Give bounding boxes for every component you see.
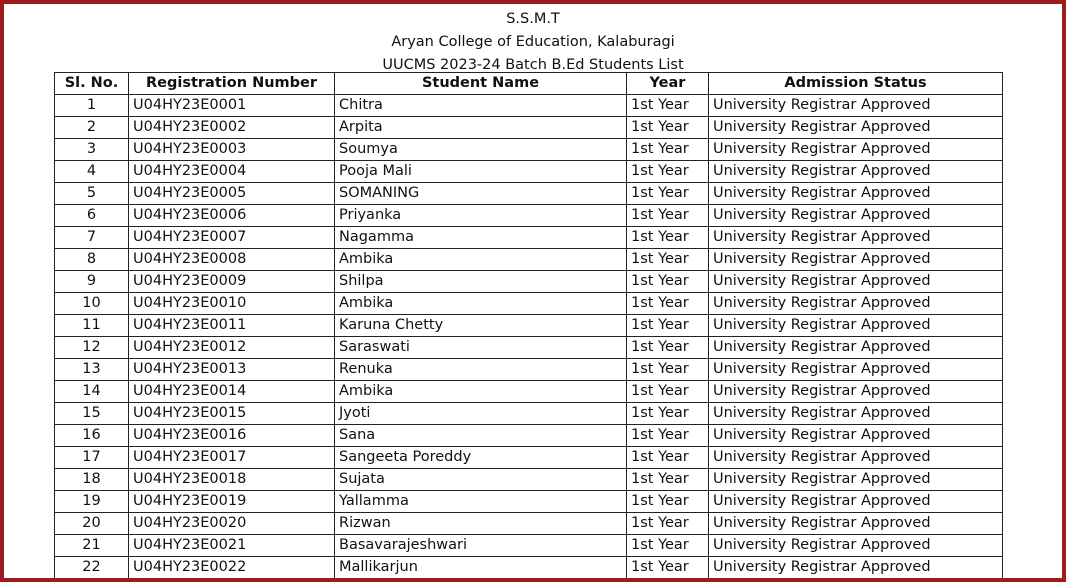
cell-student-name: SOMANING bbox=[335, 183, 627, 205]
table-row bbox=[55, 535, 1003, 557]
cell-registration-number: U04HY23E0004 bbox=[129, 161, 335, 183]
cell-sl-no: 11 bbox=[55, 315, 129, 337]
cell-admission-status: University Registrar Approved bbox=[709, 315, 1003, 337]
column-header-admission-status: Admission Status bbox=[709, 73, 1003, 95]
cell-sl-no: 5 bbox=[55, 183, 129, 205]
table-row bbox=[55, 205, 1003, 227]
cell-admission-status: University Registrar Approved bbox=[709, 227, 1003, 249]
table-row bbox=[55, 117, 1003, 139]
cell-sl-no: 19 bbox=[55, 491, 129, 513]
cell-student-name: Arpita bbox=[335, 117, 627, 139]
column-header-registration-number: Registration Number bbox=[129, 73, 335, 95]
cell-registration-number: U04HY23E0020 bbox=[129, 513, 335, 535]
cell-sl-no: 1 bbox=[55, 95, 129, 117]
cell-registration-number: U04HY23E0011 bbox=[129, 315, 335, 337]
cell-student-name: Ambika bbox=[335, 293, 627, 315]
cell-sl-no: 6 bbox=[55, 205, 129, 227]
cell-student-name: Renuka bbox=[335, 359, 627, 381]
cell-sl-no: 12 bbox=[55, 337, 129, 359]
cell-registration-number: U04HY23E0022 bbox=[129, 557, 335, 579]
table-row bbox=[55, 315, 1003, 337]
cell-registration-number: U04HY23E0015 bbox=[129, 403, 335, 425]
cell-registration-number: U04HY23E0006 bbox=[129, 205, 335, 227]
cell-year: 1st Year bbox=[627, 117, 709, 139]
cell-year: 1st Year bbox=[627, 359, 709, 381]
table-row bbox=[55, 337, 1003, 359]
cell-student-name: Mallikarjun bbox=[335, 557, 627, 579]
cell-sl-no: 16 bbox=[55, 425, 129, 447]
cell-year: 1st Year bbox=[627, 139, 709, 161]
trust-name: S.S.M.T bbox=[506, 11, 560, 27]
cell-student-name: Yallamma bbox=[335, 491, 627, 513]
cell-student-name: Karuna Chetty bbox=[335, 315, 627, 337]
table-row bbox=[55, 293, 1003, 315]
cell-year: 1st Year bbox=[627, 337, 709, 359]
cell-year: 1st Year bbox=[627, 315, 709, 337]
cell-registration-number: U04HY23E0002 bbox=[129, 117, 335, 139]
cell-registration-number: U04HY23E0012 bbox=[129, 337, 335, 359]
table-row bbox=[55, 491, 1003, 513]
cell-admission-status: University Registrar Approved bbox=[709, 403, 1003, 425]
cell-year: 1st Year bbox=[627, 161, 709, 183]
cell-student-name: Sana bbox=[335, 425, 627, 447]
cell-year: 1st Year bbox=[627, 425, 709, 447]
cell-sl-no: 13 bbox=[55, 359, 129, 381]
table-row bbox=[55, 469, 1003, 491]
cell-student-name: Rizwan bbox=[335, 513, 627, 535]
cell-sl-no: 2 bbox=[55, 117, 129, 139]
cell-sl-no: 21 bbox=[55, 535, 129, 557]
table-row bbox=[55, 557, 1003, 579]
cell-sl-no: 14 bbox=[55, 381, 129, 403]
cell-registration-number: U04HY23E0007 bbox=[129, 227, 335, 249]
cell-registration-number: U04HY23E0019 bbox=[129, 491, 335, 513]
cell-admission-status: University Registrar Approved bbox=[709, 447, 1003, 469]
college-name: Aryan College of Education, Kalaburagi bbox=[391, 34, 675, 50]
table-row bbox=[55, 249, 1003, 271]
cell-student-name: Sangeeta Poreddy bbox=[335, 447, 627, 469]
cell-admission-status: University Registrar Approved bbox=[709, 205, 1003, 227]
cell-student-name: Priyanka bbox=[335, 205, 627, 227]
cell-student-name: Shilpa bbox=[335, 271, 627, 293]
table-row bbox=[55, 139, 1003, 161]
cell-year: 1st Year bbox=[627, 95, 709, 117]
cell-sl-no: 7 bbox=[55, 227, 129, 249]
cell-admission-status: University Registrar Approved bbox=[709, 359, 1003, 381]
cell-admission-status: University Registrar Approved bbox=[709, 249, 1003, 271]
cell-registration-number: U04HY23E0017 bbox=[129, 447, 335, 469]
table-row bbox=[55, 227, 1003, 249]
column-header-sl-no: Sl. No. bbox=[55, 73, 129, 95]
cell-admission-status: University Registrar Approved bbox=[709, 161, 1003, 183]
cell-student-name: Ambika bbox=[335, 381, 627, 403]
column-header-student-name: Student Name bbox=[335, 73, 627, 95]
cell-registration-number: U04HY23E0013 bbox=[129, 359, 335, 381]
cell-admission-status: University Registrar Approved bbox=[709, 95, 1003, 117]
cell-student-name: Basavarajeshwari bbox=[335, 535, 627, 557]
cell-admission-status: University Registrar Approved bbox=[709, 271, 1003, 293]
cell-year: 1st Year bbox=[627, 381, 709, 403]
cell-year: 1st Year bbox=[627, 183, 709, 205]
cell-year: 1st Year bbox=[627, 249, 709, 271]
cell-student-name: Saraswati bbox=[335, 337, 627, 359]
cell-student-name: Nagamma bbox=[335, 227, 627, 249]
cell-year: 1st Year bbox=[627, 403, 709, 425]
table-row bbox=[55, 95, 1003, 117]
cell-year: 1st Year bbox=[627, 227, 709, 249]
students-table bbox=[54, 72, 1003, 579]
table-row bbox=[55, 403, 1003, 425]
cell-student-name: Soumya bbox=[335, 139, 627, 161]
cell-year: 1st Year bbox=[627, 469, 709, 491]
cell-sl-no: 20 bbox=[55, 513, 129, 535]
cell-year: 1st Year bbox=[627, 293, 709, 315]
cell-admission-status: University Registrar Approved bbox=[709, 535, 1003, 557]
cell-student-name: Pooja Mali bbox=[335, 161, 627, 183]
cell-admission-status: University Registrar Approved bbox=[709, 117, 1003, 139]
cell-admission-status: University Registrar Approved bbox=[709, 381, 1003, 403]
list-title: UUCMS 2023-24 Batch B.Ed Students List bbox=[382, 57, 684, 73]
cell-admission-status: University Registrar Approved bbox=[709, 513, 1003, 535]
cell-registration-number: U04HY23E0001 bbox=[129, 95, 335, 117]
table-row bbox=[55, 359, 1003, 381]
cell-admission-status: University Registrar Approved bbox=[709, 183, 1003, 205]
cell-sl-no: 22 bbox=[55, 557, 129, 579]
cell-year: 1st Year bbox=[627, 557, 709, 579]
cell-student-name: Ambika bbox=[335, 249, 627, 271]
cell-student-name: Sujata bbox=[335, 469, 627, 491]
cell-registration-number: U04HY23E0018 bbox=[129, 469, 335, 491]
table-row bbox=[55, 271, 1003, 293]
table-row bbox=[55, 183, 1003, 205]
cell-year: 1st Year bbox=[627, 535, 709, 557]
table-row bbox=[55, 161, 1003, 183]
cell-registration-number: U04HY23E0008 bbox=[129, 249, 335, 271]
cell-admission-status: University Registrar Approved bbox=[709, 469, 1003, 491]
cell-year: 1st Year bbox=[627, 491, 709, 513]
table-body bbox=[55, 95, 1003, 579]
cell-student-name: Chitra bbox=[335, 95, 627, 117]
cell-year: 1st Year bbox=[627, 271, 709, 293]
table-row bbox=[55, 381, 1003, 403]
cell-sl-no: 8 bbox=[55, 249, 129, 271]
table-row bbox=[55, 513, 1003, 535]
column-header-year: Year bbox=[627, 73, 709, 95]
cell-registration-number: U04HY23E0005 bbox=[129, 183, 335, 205]
table-row bbox=[55, 425, 1003, 447]
cell-registration-number: U04HY23E0021 bbox=[129, 535, 335, 557]
cell-sl-no: 4 bbox=[55, 161, 129, 183]
cell-admission-status: University Registrar Approved bbox=[709, 557, 1003, 579]
cell-sl-no: 17 bbox=[55, 447, 129, 469]
cell-year: 1st Year bbox=[627, 205, 709, 227]
table-header-row bbox=[55, 73, 1003, 95]
cell-sl-no: 15 bbox=[55, 403, 129, 425]
cell-student-name: Jyoti bbox=[335, 403, 627, 425]
cell-year: 1st Year bbox=[627, 447, 709, 469]
cell-registration-number: U04HY23E0014 bbox=[129, 381, 335, 403]
cell-admission-status: University Registrar Approved bbox=[709, 293, 1003, 315]
cell-registration-number: U04HY23E0003 bbox=[129, 139, 335, 161]
cell-registration-number: U04HY23E0016 bbox=[129, 425, 335, 447]
cell-admission-status: University Registrar Approved bbox=[709, 139, 1003, 161]
cell-sl-no: 9 bbox=[55, 271, 129, 293]
table-row bbox=[55, 447, 1003, 469]
cell-admission-status: University Registrar Approved bbox=[709, 491, 1003, 513]
cell-admission-status: University Registrar Approved bbox=[709, 337, 1003, 359]
cell-registration-number: U04HY23E0009 bbox=[129, 271, 335, 293]
cell-sl-no: 3 bbox=[55, 139, 129, 161]
cell-sl-no: 18 bbox=[55, 469, 129, 491]
cell-year: 1st Year bbox=[627, 513, 709, 535]
cell-registration-number: U04HY23E0010 bbox=[129, 293, 335, 315]
cell-sl-no: 10 bbox=[55, 293, 129, 315]
cell-admission-status: University Registrar Approved bbox=[709, 425, 1003, 447]
